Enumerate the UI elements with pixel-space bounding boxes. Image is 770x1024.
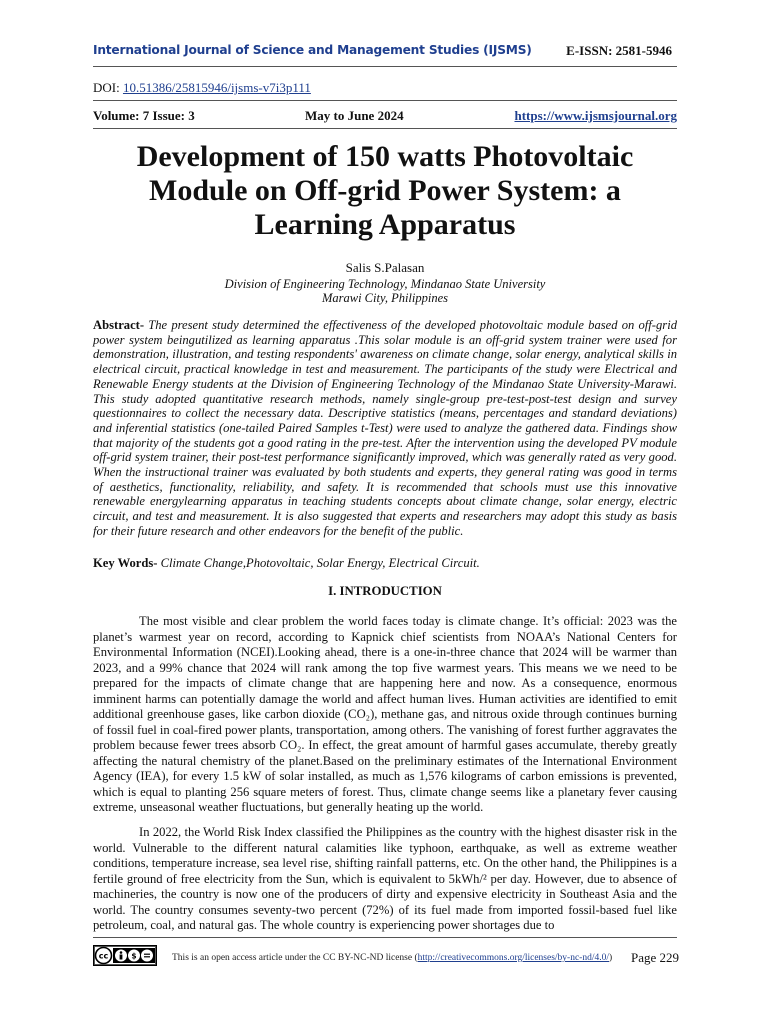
- issn: E-ISSN: 2581-5946: [566, 43, 672, 58]
- doi-divider: [93, 100, 677, 101]
- svg-text:$: $: [131, 951, 137, 961]
- intro-paragraph: [93, 614, 677, 816]
- intro-paragraph: [93, 825, 677, 934]
- volume-issue: Volume: 7 Issue: 3: [93, 108, 195, 123]
- keywords-label: Key Words-: [93, 556, 158, 570]
- doi-link[interactable]: 10.51386/25815946/ijsms-v7i3p111: [122, 80, 311, 95]
- journal-name: International Journal of Science and Management Studies (IJSMS): [93, 43, 532, 57]
- meta-divider: [93, 128, 677, 129]
- license-label: This is an open access article under the CC BY-NC-ND license (: [172, 953, 418, 963]
- page-number: Page 229: [630, 950, 679, 965]
- affiliation-line: Marawi City, Philippines: [321, 291, 449, 305]
- paragraph-text: In 2022, the World Risk Index classified the Philippines as the country with the highest disaster risk in the world. Vulnerable to the different natural calamities like typhoon, earthquake, as well as extreme weather conditions, temperature increase, sea level rise, shifting rainfall patterns, etc. On the other hand, the Philippines is a fertile ground of free electricity from the Sun, which is equivalent to 5kWh/² per day. However, due to absence of machineries, the country is now one of the producers of dirty and expensive electricity in Southeast Asia and the world. The country consumes seventy-two percent (72%) of its fuel made from imported fossil-based fuel like petroleum, coal, and natural gas. The whole country is experiencing power shortages due to: [93, 825, 677, 932]
- doi-label: DOI:: [93, 80, 120, 95]
- journal-url-link[interactable]: https://www.ijsmsjournal.org: [514, 108, 677, 123]
- keywords: [93, 556, 677, 571]
- title-line: Learning Apparatus: [254, 208, 516, 241]
- issue-dates: May to June 2024: [305, 108, 404, 123]
- abstract-label: Abstract-: [93, 318, 145, 332]
- footer-divider: [93, 937, 677, 938]
- keywords-text: Climate Change,Photovoltaic, Solar Energy, Electrical Circuit.: [160, 556, 480, 570]
- abstract-text: The present study determined the effectiveness of the developed photovoltaic module based on off-grid power system beingutilized as learning apparatus .This solar module is an off-grid system trainer were used for demonstration, illustration, and testing respondents' awareness on climate change, solar energy, analytical skills in electrical circuit, practical knowledge in test and measurement. The participants of the study were Electrical and Renewable Energy students at the Division of Engineering Technology of the Mindanao State University-Marawi. This study adopted quantitative research methods, namely single-group pre-test-post-test design and survey questionnaires to collect the necessary data. Descriptive statistics (means, percentages and standard deviations) and inferential statistics (one-tailed Paired Samples t-Test) were used to analyze the gathered data. Findings show that majority of the students got a good rating in the pre-test. After the intervention using the developed PV module off-grid system trainer, their post-test performance significantly improved, which was generally rated as very good. When the instructional trainer was evaluated by both students and experts, they general rating was good in terms of aesthetics, functionality, reliability, and safety. It is recommended that schools must use this innovative renewable energylearning apparatus in teaching students concepts about climate change, solar energy, electric circuit, and test and measurement. It is also suggested that experts and researchers may adopt this study as basis for their future research and other endeavors for the benefit of the public.: [93, 318, 677, 538]
- doi-line: [93, 80, 311, 96]
- title-line: Development of 150 watts Photovoltaic: [136, 140, 634, 173]
- abstract: [93, 318, 677, 539]
- section-heading: I. INTRODUCTION: [328, 584, 442, 598]
- license-close: ): [609, 953, 613, 963]
- affiliation-line: Division of Engineering Technology, Mindanao State University: [224, 277, 546, 291]
- license-text: [172, 953, 612, 963]
- svg-text:cc: cc: [98, 951, 109, 961]
- author-name: Salis S.Palasan: [345, 260, 425, 275]
- paper-title: [60, 140, 710, 242]
- license-link[interactable]: http://creativecommons.org/licenses/by-nc-nd/4.0/: [417, 953, 609, 963]
- paragraph-text: The most visible and clear problem the world faces today is climate change. It’s official: 2023 was the planet’s warmest year on record, according to Kapnick chief scientists from NOAA’s National Centers for Environmental Information (NCEI).Looking ahead, there is a one-in-three chance that 2024 will be warmer than 2023, and a 99% chance that 2024 will rank among the top five warmest years. This means we we need to be prepared for the impacts of climate change that are happening here and now. As a consequence, enormous imminent harms can potentially damage the world and affect human lives. Human activities are identified to emit additional greenhouse gases, like carbon dioxide (CO₂), methane gas, and nitrous oxide through continues burning of fossil fuel in coal-fired power plants, transportation, among others. The vanishing of forest further aggravates the problem because fewer trees absorb CO₂. In effect, the great amount of harmful gases accumulate, thereby greatly affecting the natural chemistry of the planet.Based on the preliminary estimates of the International Environment Agency (IEA), for every 1.5 kW of solar installed, as much as 1,576 kilograms of carbon emissions is prevented, which is equal to planting 256 square meters of forest. Thus, climate change seems like a planetary fever causing extreme, unseasonal weather fluctuations, but generally heating up the world.: [93, 614, 677, 814]
- title-line: Module on Off-grid Power System: a: [149, 174, 621, 207]
- cc-license-icon: [93, 945, 157, 966]
- header-divider: [93, 66, 677, 67]
